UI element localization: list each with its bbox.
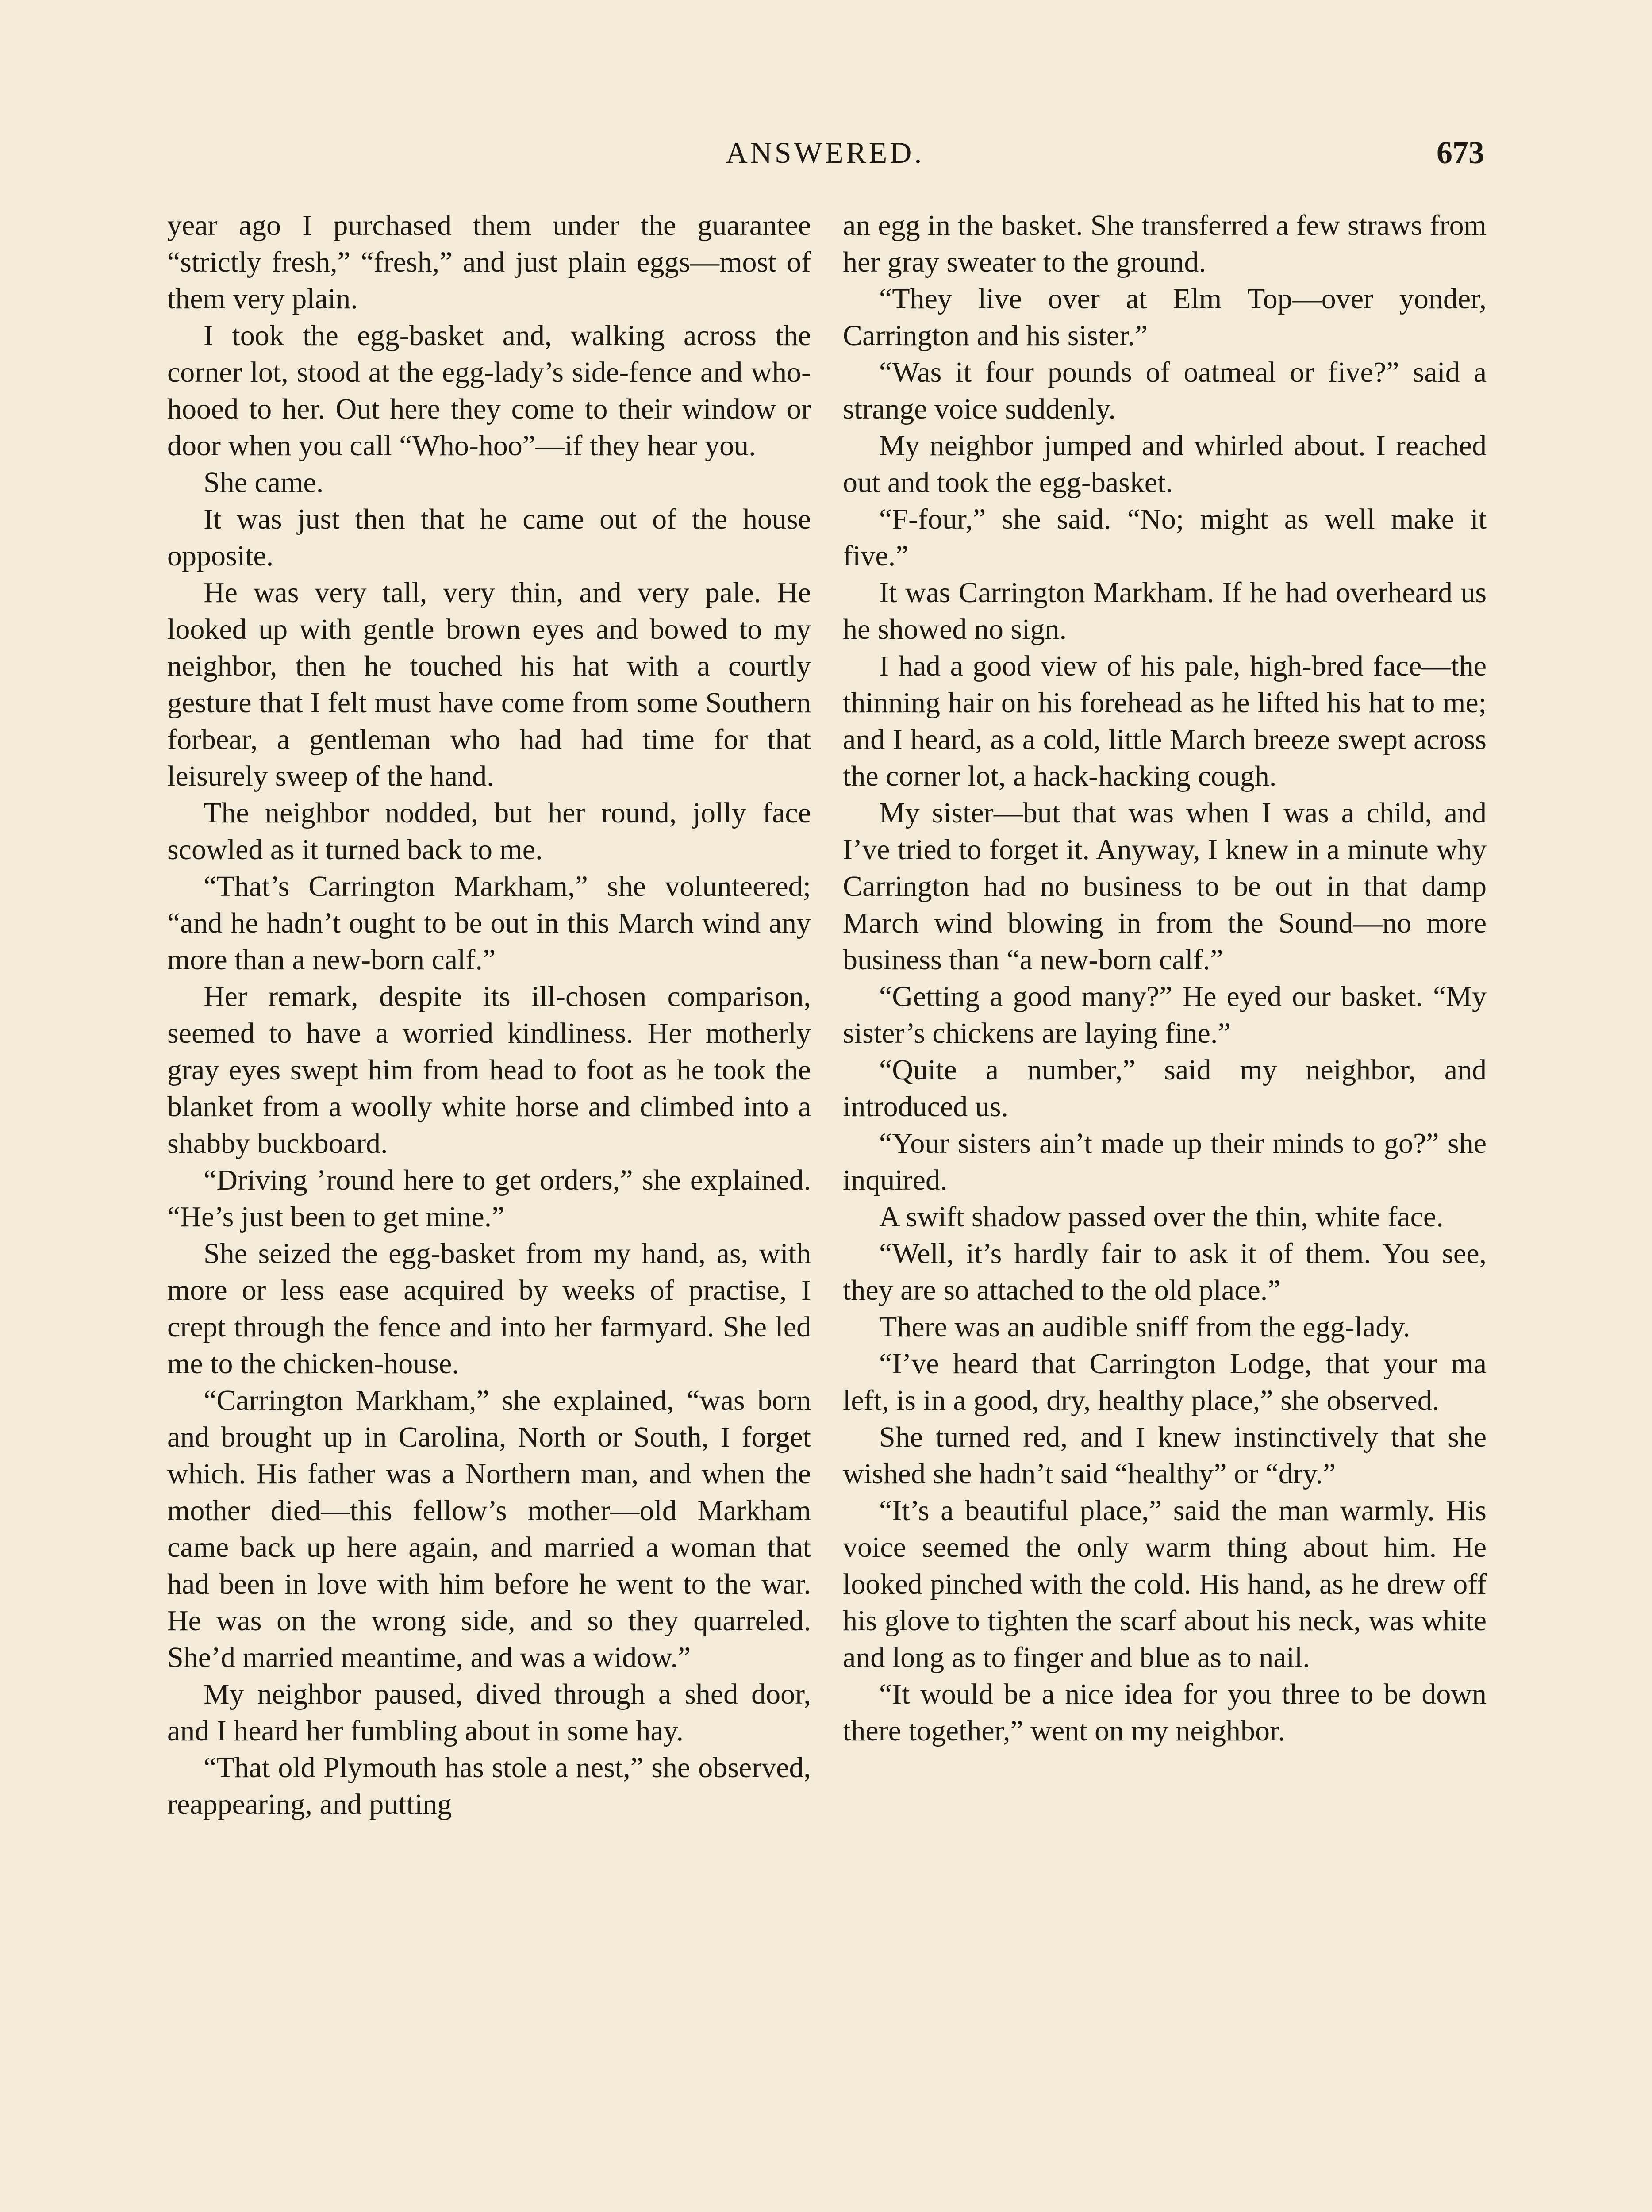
- paragraph: I had a good view of his pale, high-bred face—the thinning hair on his forehead as he lifted his hat to me; and I heard, as a cold, little March breeze swept across the corner lot, a hack-hacking cough.: [843, 650, 1487, 792]
- paragraph: “They live over at Elm Top—over yonder, Carrington and his sister.”: [843, 283, 1487, 352]
- running-title: ANSWERED.: [726, 136, 925, 169]
- paragraph: “It’s a beautiful place,” said the man warmly. His voice seemed the only warm thing about him. He looked pinched with the cold. His hand, as he drew off his glove to tighten the scarf about his neck, was white and long as to finger and blue as to nail.: [843, 1494, 1487, 1674]
- paragraph: My neighbor jumped and whirled about. I reached out and took the egg-basket.: [843, 430, 1487, 499]
- paragraph: “I’ve heard that Carrington Lodge, that your ma left, is in a good, dry, healthy place,” she observed.: [843, 1348, 1487, 1417]
- paragraph: A swift shadow passed over the thin, white face.: [879, 1201, 1444, 1233]
- paragraph: year ago I purchased them under the guarantee “strictly fresh,” “fresh,” and just plain eggs—most of them very plain.: [167, 209, 811, 315]
- paragraph: “Carrington Markham,” she explained, “was born and brought up in Carolina, North or South, I forget which. His father was a Northern man, and when the mother died—this fellow’s mother—old Markham came back up here again, and married a woman that had been in love with him before he went to the war. He was on the wrong side, and so they quarreled. She’d married meantime, and was a widow.”: [167, 1384, 811, 1674]
- paragraph: “Your sisters ain’t made up their minds to go?” she inquired.: [843, 1127, 1487, 1196]
- paragraph: She came.: [204, 466, 324, 499]
- page-header: [166, 133, 1484, 173]
- paragraph: He was very tall, very thin, and very pale. He looked up with gentle brown eyes and bowed to my neighbor, then he touched his hat with a courtly gesture that I felt must have come from some Southern forbear, a gentleman who had had time for that leisurely sweep of the hand.: [167, 576, 811, 792]
- paragraph: “Well, it’s hardly fair to ask it of them. You see, they are so attached to the old place.”: [843, 1237, 1487, 1306]
- paragraph: She turned red, and I knew instinctively that she wished she hadn’t said “healthy” or “dry.”: [843, 1421, 1487, 1490]
- paragraph: She seized the egg-basket from my hand, as, with more or less ease acquired by weeks of practise, I crept through the fence and into her farmyard. She led me to the chicken-house.: [167, 1237, 811, 1380]
- paragraph: “Quite a number,” said my neighbor, and introduced us.: [843, 1054, 1487, 1123]
- paragraph: an egg in the basket. She transferred a few straws from her gray sweater to the ground.: [843, 209, 1487, 278]
- paragraph: “That’s Carrington Markham,” she volunteered; “and he hadn’t ought to be out in this March wind any more than a new-born calf.”: [167, 870, 811, 976]
- left-column: [167, 207, 811, 1823]
- paragraph: There was an audible sniff from the egg-lady.: [879, 1311, 1410, 1343]
- paragraph: “F-four,” she said. “No; might as well make it five.”: [843, 503, 1487, 572]
- paragraph: I took the egg-basket and, walking across the corner lot, stood at the egg-lady’s side-fence and who-hooed to her. Out here they come to their window or door when you call “Who-hoo”—if they hear you.: [167, 319, 811, 462]
- paragraph: “Driving ’round here to get orders,” she explained. “He’s just been to get mine.”: [167, 1164, 811, 1233]
- paragraph: “Was it four pounds of oatmeal or five?” said a strange voice suddenly.: [843, 356, 1487, 425]
- paragraph: “It would be a nice idea for you three to be down there together,” went on my neighbor.: [843, 1678, 1487, 1747]
- paragraph: The neighbor nodded, but her round, jolly face scowled as it turned back to me.: [167, 797, 811, 866]
- paragraph: My neighbor paused, dived through a shed door, and I heard her fumbling about in some hay.: [167, 1678, 811, 1747]
- right-column: [843, 207, 1487, 1749]
- paragraph: Her remark, despite its ill-chosen comparison, seemed to have a worried kindliness. Her motherly gray eyes swept him from head to foot as he took the blanket from a woolly white horse and climbed into a shabby buckboard.: [167, 980, 811, 1160]
- page-number: 673: [1437, 135, 1484, 170]
- paragraph: My sister—but that was when I was a child, and I’ve tried to forget it. Anyway, I knew in a minute why Carrington had no business to be out in that damp March wind blowing in from the Sound—no more business than “a new-born calf.”: [843, 797, 1487, 976]
- paragraph: It was Carrington Markham. If he had overheard us he showed no sign.: [843, 576, 1487, 645]
- paragraph: It was just then that he came out of the house opposite.: [167, 503, 811, 572]
- paragraph: “Getting a good many?” He eyed our basket. “My sister’s chickens are laying fine.”: [843, 980, 1487, 1049]
- paragraph: “That old Plymouth has stole a nest,” she observed, reappearing, and putting: [167, 1751, 811, 1820]
